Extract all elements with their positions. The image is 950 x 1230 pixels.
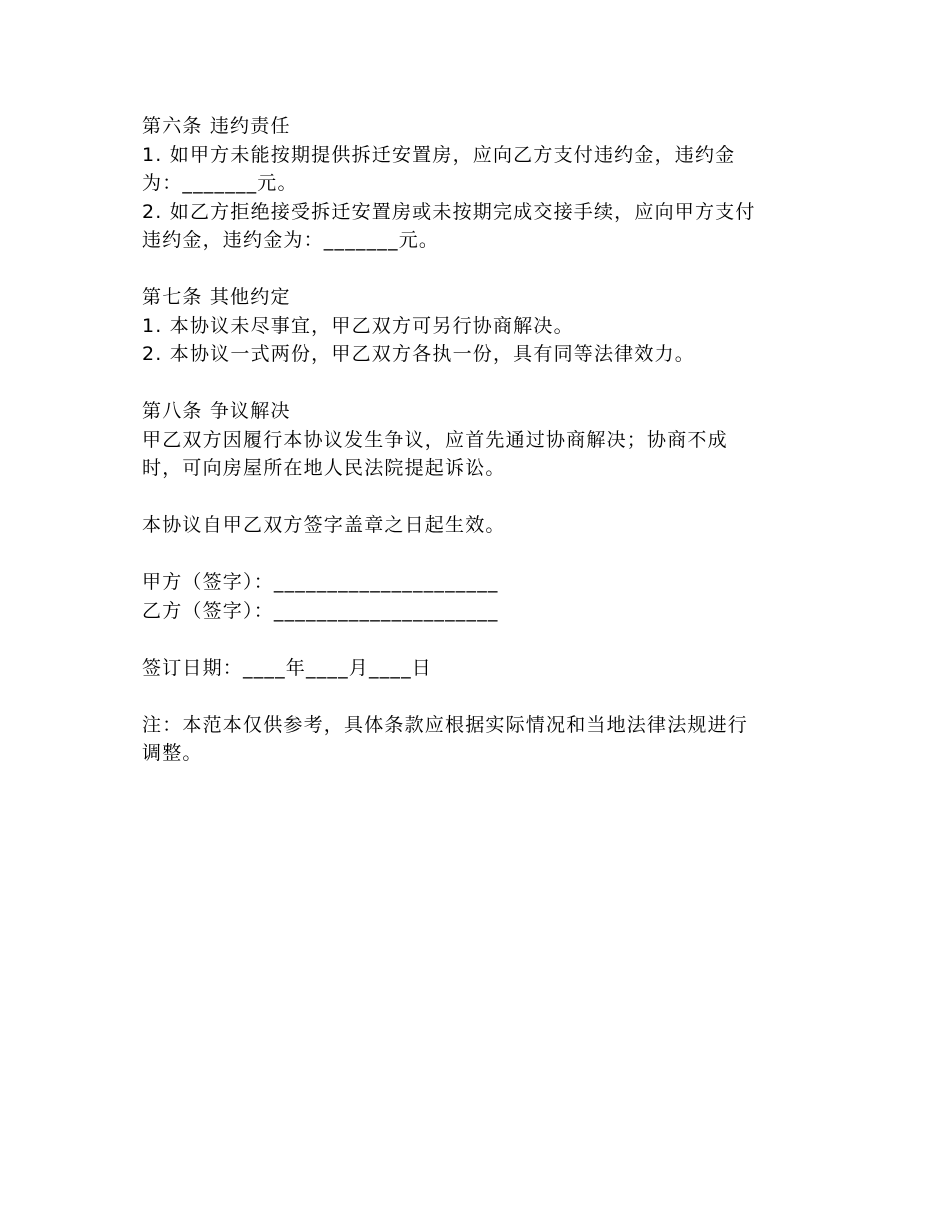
effective-clause: 本协议自甲乙双方签字盖章之日起生效。: [142, 514, 506, 536]
note-line-2: 调整。: [142, 742, 203, 764]
article-7-clause-1: 1. 本协议未尽事宜，甲乙双方可另行协商解决。: [142, 314, 574, 337]
article-6-clause-2-line-2: 违约金，违约金为：_______元。: [142, 229, 440, 251]
article-7-clause-2: 2. 本协议一式两份，甲乙双方各执一份，具有同等法律效力。: [142, 343, 695, 365]
article-8-body-line-1: 甲乙双方因履行本协议发生争议，应首先通过协商解决；协商不成: [142, 428, 728, 451]
paragraph-gap: [142, 255, 822, 284]
article-6-heading: 第六条 违约责任: [142, 115, 291, 137]
paragraph-gap: [142, 682, 822, 711]
paragraph-gap: [142, 625, 822, 654]
article-8-heading: 第八条 争议解决: [142, 400, 291, 422]
article-7-heading: 第七条 其他约定: [142, 286, 291, 308]
document-page: [142, 112, 822, 768]
party-b-signature-line: 乙方（签字）：_____________________: [142, 599, 499, 622]
paragraph-gap: [142, 540, 822, 569]
article-6-clause-1-line-1: 1. 如甲方未能按期提供拆迁安置房，应向乙方支付违约金，违约金: [142, 143, 736, 166]
party-a-signature-line: 甲方（签字）：_____________________: [142, 571, 499, 593]
article-6-clause-2-line-1: 2. 如乙方拒绝接受拆迁安置房或未按期完成交接手续，应向甲方支付: [142, 200, 756, 223]
article-6-clause-1-line-2: 为：_______元。: [142, 172, 298, 194]
paragraph-gap: [142, 369, 822, 398]
paragraph-gap: [142, 483, 822, 512]
article-8-body-line-2: 时，可向房屋所在地人民法院提起诉讼。: [142, 457, 506, 479]
note-line-1: 注：本范本仅供参考，具体条款应根据实际情况和当地法律法规进行: [142, 713, 749, 736]
signing-date-line: 签订日期：____年____月____日: [142, 656, 433, 679]
